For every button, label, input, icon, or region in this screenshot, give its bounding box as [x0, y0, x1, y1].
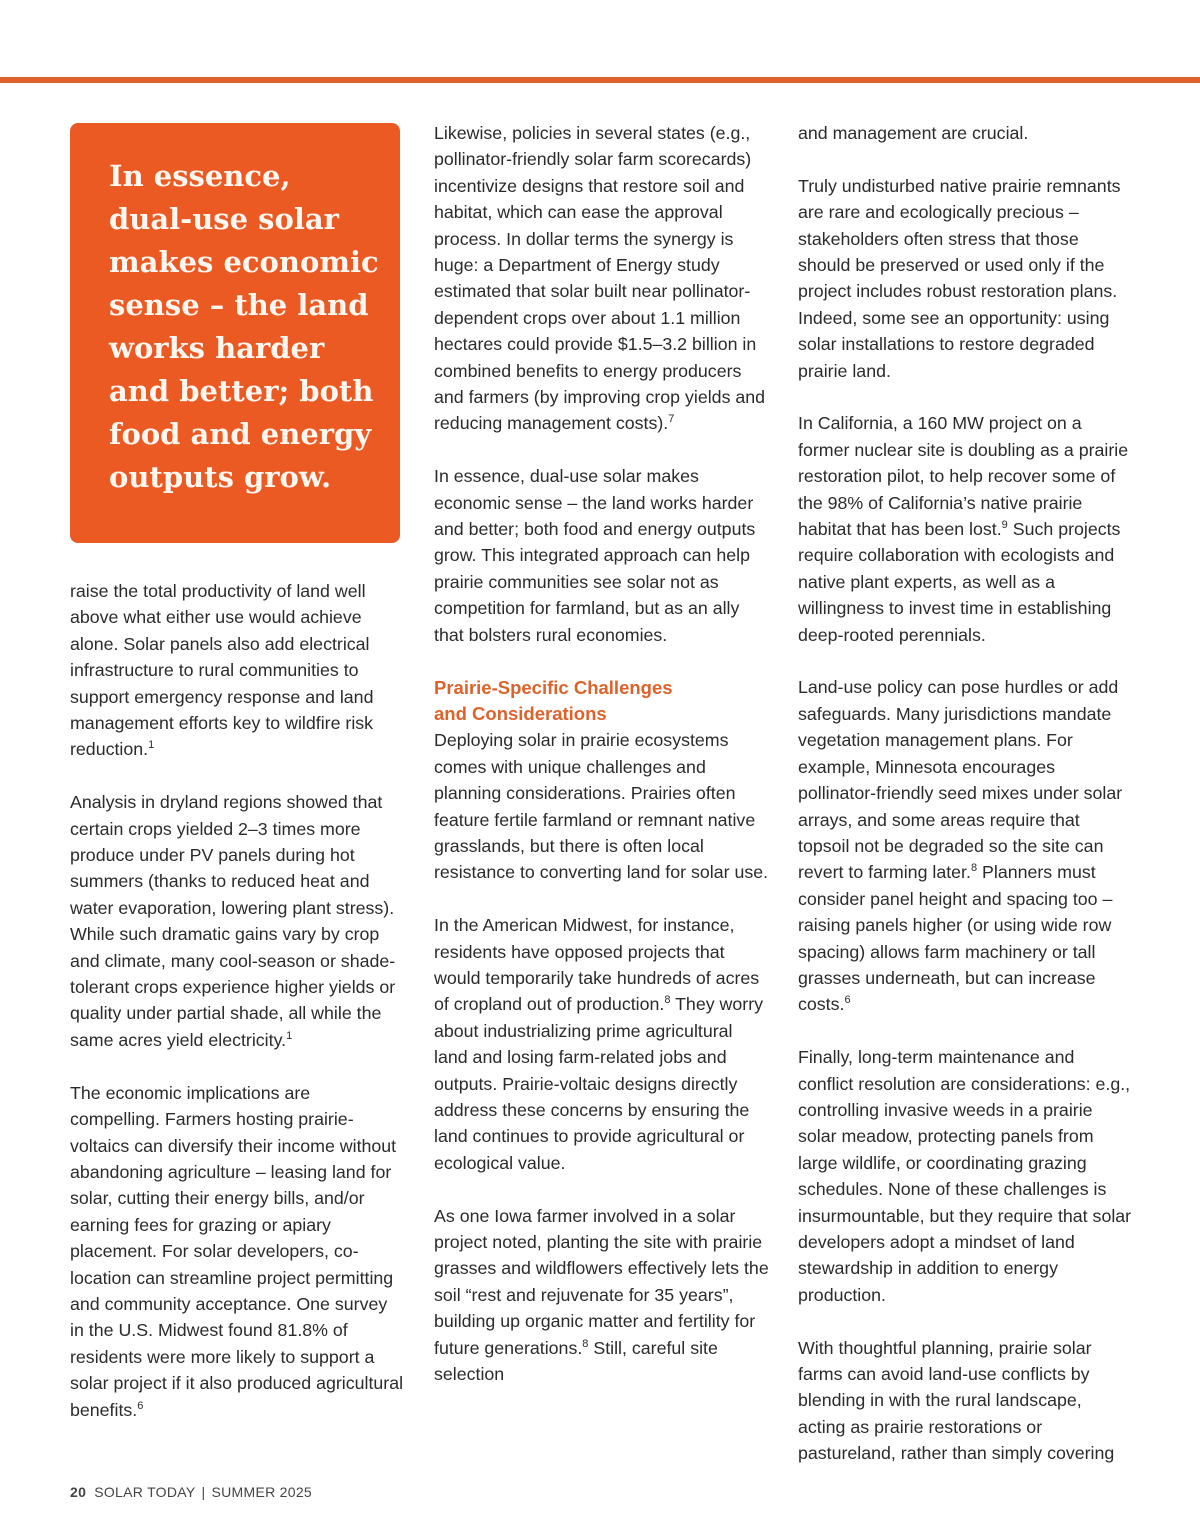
footnote-ref: 8 [970, 862, 978, 875]
section-heading: Prairie-Specific Challenges and Considerations [434, 676, 673, 724]
paragraph: In the American Midwest, for instance, residents have opposed projects that would temporarily take hundreds of acres of cropland out of production.$^8$ They worry about industrializing prime agricultural land and losing farm-related jobs and outputs. Prairie-voltaic designs directly address these concerns by ensuring the land continues to provide agricultural or ecological value. [434, 915, 764, 1173]
footnote-ref: 6 [137, 1399, 144, 1412]
footnote-ref: 7 [668, 413, 675, 426]
footnote-ref: 1 [286, 1029, 293, 1042]
paragraph: Finally, long-term maintenance and conflict resolution are considerations: e.g., controlling invasive weeds in a prairie solar meadow, protecting panels from large wildlife, or coordinating grazing schedules. None of these challenges is insurmountable, but they require that solar developers adopt a mindset of land stewardship in addition to energy production. [798, 1047, 1132, 1305]
page-footer [70, 1484, 312, 1500]
paragraph: With thoughtful planning, prairie solar farms can avoid land-use conflicts by blending in with the rural landscape, acting as prairie restorations or pastureland, rather than simply covering [798, 1337, 1115, 1464]
article-column-3 [798, 120, 1134, 1467]
paragraph: and management are crucial. [798, 123, 1029, 143]
footnote-ref: 8 [582, 1337, 589, 1350]
paragraph: Analysis in dryland regions showed that certain crops yielded 2–3 times more produce under PV panels during hot summers (thanks to reduced heat and water evaporation, lowering plant stress). While such dramatic gains vary by crop and climate, many cool-season or shade-tolerant crops experience higher yields or quality under partial shade, all while the same acres yield electricity.$^1$ [70, 792, 396, 1050]
magazine-name: SOLAR TODAY [94, 1484, 196, 1500]
page-number: 20 [70, 1484, 87, 1500]
paragraph: raise the total productivity of land well above what either use would achieve alone. Solar panels also add electrical infrastructure to rural communities to support emergency response and land management efforts key to wildfire risk reduction.$^1$ [70, 581, 374, 760]
footer-separator: | [201, 1484, 206, 1500]
paragraph: As one Iowa farmer involved in a solar project noted, planting the site with prairie grasses and wildflowers effectively lets the soil “rest and rejuvenate for 35 years”, building up organic matter and fertility for future generations.$^8$ Still, careful site selection [434, 1205, 769, 1385]
footnote-ref: 8 [664, 994, 671, 1007]
paragraph: Land-use policy can pose hurdles or add safeguards. Many jurisdictions mandate vegetation management plans. For example, Minnesota encourages pollinator-friendly seed mixes under solar arrays, and some areas require that topsoil not be degraded so the site can revert to farming later.$^8$ Planners must consider panel height and spacing too – raising panels higher (or using wide row spacing) allows farm machinery or tall grasses underneath, but can increase costs.$^6$ [798, 677, 1123, 1015]
pull-quote-box [70, 123, 400, 543]
footnote-ref: 6 [844, 994, 851, 1007]
paragraph: The economic implications are compelling. Farmers hosting prairie-voltaics can diversify their income without abandoning agriculture – leasing land for solar, cutting their energy bills, and/or earning fees for grazing or apiary placement. For solar developers, co-location can streamline project permitting and community acceptance. One survey in the U.S. Midwest found 81.8% of residents were more likely to support a solar project if it also produced agricultural benefits.$^6$ [70, 1082, 404, 1420]
paragraph: In California, a 160 MW project on a former nuclear site is doubling as a prairie restoration pilot, to help recover some of the 98% of California’s native prairie habitat that has been lost.$^9$ Such projects require collaboration with ecologists and native plant experts, as well as a willingness to invest time in establishing deep-rooted perennials. [798, 413, 1129, 645]
pull-quote-text: In essence, dual-use solar makes economic sense – the land works harder and better; both food and energy outputs grow. [109, 159, 379, 494]
paragraph: Likewise, policies in several states (e.g., pollinator-friendly solar farm scorecards) incentivize designs that restore soil and habitat, which can ease the approval process. In dollar terms the synergy is huge: a Department of Energy study estimated that solar built near pollinator-dependent crops over about 1.1 million hectares could provide $1.5–3.2 billion in combined benefits to energy producers and farmers (by improving crop yields and reducing management costs).$^7$ [434, 123, 766, 434]
paragraph: Deploying solar in prairie ecosystems comes with unique challenges and planning considerations. Prairies often feature fertile farmland or remnant native grasslands, but there is often local resistance to converting land for solar use. [434, 730, 769, 883]
top-accent-rule [0, 77, 1200, 83]
article-column-1 [70, 578, 404, 1449]
paragraph: Truly undisturbed native prairie remnants are rare and ecologically precious – stakeholders often stress that those should be preserved or used only if the project includes robust restoration plans. Indeed, some see an opportunity: using solar installations to restore degraded prairie land. [798, 175, 1121, 381]
article-column-2 [434, 120, 770, 1387]
footnote-ref: 1 [148, 739, 155, 752]
paragraph: In essence, dual-use solar makes economic sense – the land works harder and better; both food and energy outputs grow. This integrated approach can help prairie communities see solar not as competition for farmland, but as an ally that bolsters rural economies. [434, 466, 756, 645]
issue-label: SUMMER 2025 [211, 1484, 313, 1500]
footnote-ref: 9 [1001, 519, 1008, 532]
